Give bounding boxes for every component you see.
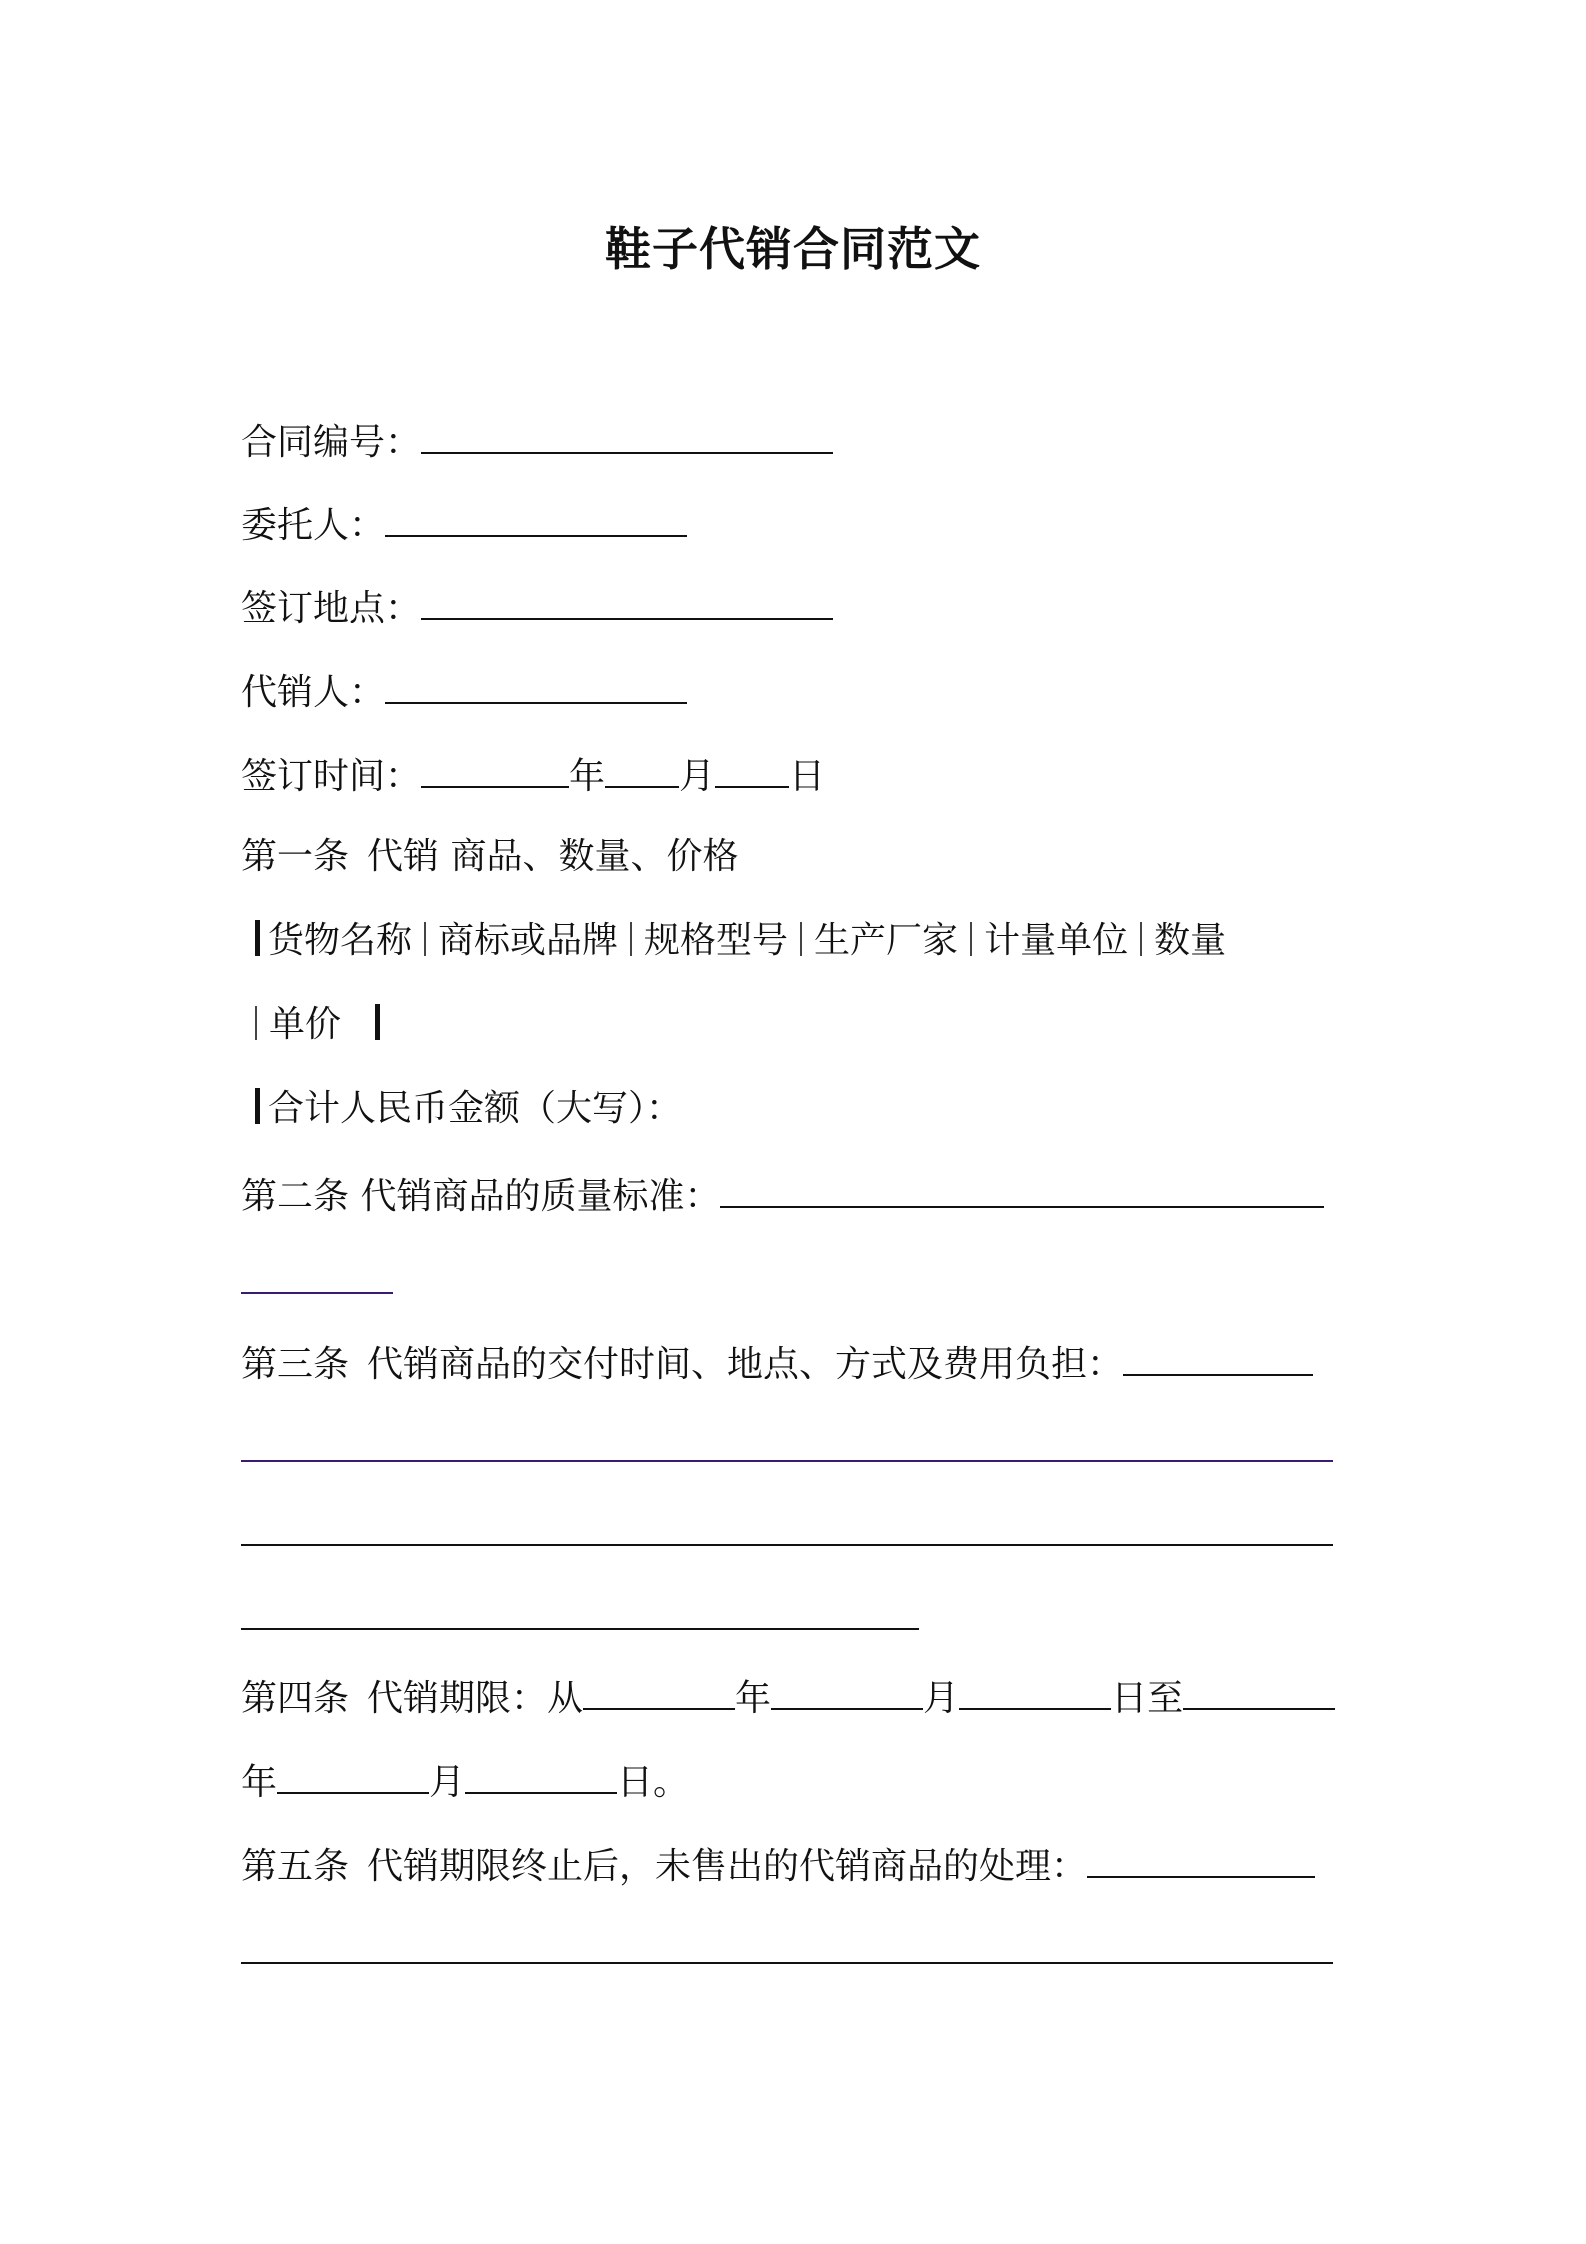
- article-2: [241, 1168, 1324, 1218]
- quality-standard-blank-continued[interactable]: [241, 1292, 393, 1294]
- document-title: 鞋子代销合同范文: [605, 222, 981, 276]
- day-label: 日: [789, 756, 826, 797]
- contract-number-blank[interactable]: [421, 414, 833, 454]
- article-4: [241, 1670, 1335, 1720]
- unsold-goods-blank[interactable]: [1087, 1838, 1315, 1878]
- column-separator: [800, 922, 802, 956]
- period-day-end-label: 日。: [617, 1762, 690, 1803]
- article-3-text: 代销商品的交付时间、地点、方式及费用负担：: [367, 1344, 1124, 1385]
- column-separator: [970, 922, 972, 956]
- sign-month-blank[interactable]: [605, 748, 679, 788]
- sign-place-blank[interactable]: [421, 580, 833, 620]
- article-4-number: 第四条: [241, 1678, 350, 1719]
- table-header-cell: 生产厂家: [814, 920, 959, 961]
- column-separator: [255, 1006, 257, 1040]
- goods-table-total-row: [241, 1084, 682, 1134]
- period-month-label-2: 月: [429, 1762, 466, 1803]
- delivery-terms-line-1[interactable]: [241, 1460, 1333, 1462]
- consignor-label: 委托人：: [241, 505, 386, 546]
- article-5-text: 代销期限终止后，未售出的代销商品的处理：: [367, 1846, 1088, 1887]
- table-header-cell: 规格型号: [644, 920, 789, 961]
- sign-place-row: [241, 580, 833, 630]
- table-left-border: [255, 920, 260, 956]
- period-month-label: 月: [923, 1678, 960, 1719]
- period-end-day-blank[interactable]: [465, 1754, 617, 1794]
- sign-time-row: [241, 748, 825, 798]
- delivery-terms-line-2[interactable]: [241, 1544, 1333, 1546]
- consignor-row: [241, 497, 687, 547]
- period-start-year-blank[interactable]: [583, 1670, 735, 1710]
- total-amount-label: 合计人民币金额（大写）：: [268, 1088, 683, 1129]
- article-4-text: 代销期限：从: [367, 1678, 584, 1719]
- goods-table-header: [241, 916, 1226, 966]
- article-5: [241, 1838, 1315, 1888]
- agent-blank[interactable]: [385, 664, 687, 704]
- contract-number-row: [241, 414, 833, 464]
- delivery-terms-line-3[interactable]: [241, 1628, 919, 1630]
- delivery-terms-blank[interactable]: [1123, 1336, 1313, 1376]
- year-label: 年: [569, 756, 606, 797]
- month-label: 月: [679, 756, 716, 797]
- period-end-year-blank[interactable]: [1183, 1670, 1335, 1710]
- sign-time-label: 签订时间：: [241, 756, 422, 797]
- agent-row: [241, 664, 687, 714]
- article-3-number: 第三条: [241, 1344, 350, 1385]
- period-start-month-blank[interactable]: [771, 1670, 923, 1710]
- goods-table-header-wrap: [241, 1000, 388, 1050]
- article-1: [241, 832, 738, 882]
- table-header-cell: 商标或品牌: [438, 920, 619, 961]
- column-separator: [1140, 922, 1142, 956]
- article-5-number: 第五条: [241, 1846, 350, 1887]
- article-4-continued: [241, 1754, 689, 1804]
- table-header-cell: 数量: [1154, 920, 1227, 961]
- table-left-border: [255, 1088, 260, 1124]
- sign-year-blank[interactable]: [421, 748, 569, 788]
- article-3: [241, 1336, 1313, 1386]
- consignor-blank[interactable]: [385, 497, 687, 537]
- table-right-border: [375, 1004, 380, 1040]
- agent-label: 代销人：: [241, 672, 386, 713]
- article-1-number: 第一条: [241, 836, 350, 877]
- contract-number-label: 合同编号：: [241, 422, 422, 463]
- period-start-day-blank[interactable]: [959, 1670, 1111, 1710]
- table-header-cell: 计量单位: [984, 920, 1129, 961]
- table-header-cell: 货物名称: [268, 920, 413, 961]
- quality-standard-blank[interactable]: [720, 1168, 1324, 1208]
- period-year-label-2: 年: [241, 1762, 278, 1803]
- column-separator: [630, 922, 632, 956]
- sign-day-blank[interactable]: [715, 748, 789, 788]
- period-year-label: 年: [735, 1678, 772, 1719]
- unsold-goods-line-1[interactable]: [241, 1962, 1333, 1964]
- article-2-text: 第二条 代销商品的质量标准：: [241, 1176, 721, 1217]
- column-separator: [424, 922, 426, 956]
- article-1-text: 代销 商品、数量、价格: [367, 836, 739, 877]
- table-header-cell: 单价: [269, 1004, 342, 1045]
- period-day-to-label: 日至: [1111, 1678, 1184, 1719]
- period-end-month-blank[interactable]: [277, 1754, 429, 1794]
- sign-place-label: 签订地点：: [241, 588, 422, 629]
